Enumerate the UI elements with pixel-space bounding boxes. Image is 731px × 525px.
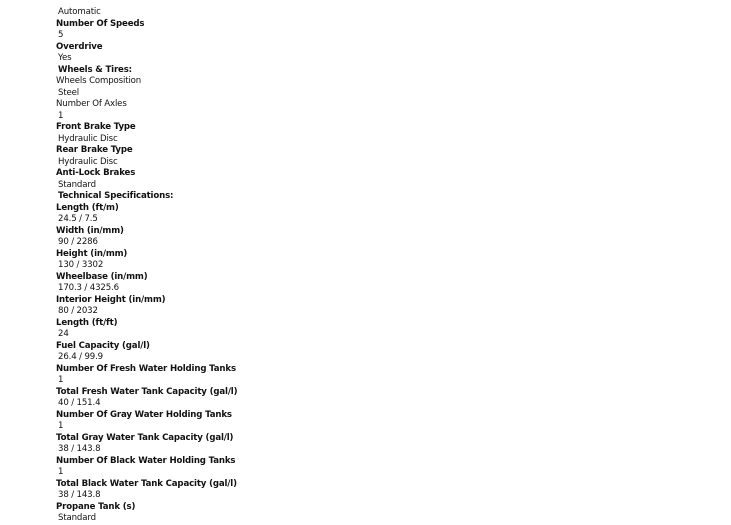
spec-label: Width (in/mm)	[56, 225, 124, 236]
spec-label: Overdrive	[56, 41, 103, 52]
spec-label: Length (ft/m)	[56, 202, 119, 213]
spec-value: Yes	[58, 53, 72, 63]
spec-label: Wheelbase (in/mm)	[56, 271, 148, 282]
spec-value: 1	[58, 421, 64, 431]
spec-value: 80 / 2032	[58, 306, 98, 316]
spec-value: Steel	[58, 87, 80, 98]
spec-value: Standard	[58, 179, 96, 190]
spec-value: 5	[58, 30, 64, 40]
section-heading: Wheels & Tires:	[58, 64, 132, 75]
spec-label-plain: Number Of Axles	[56, 99, 127, 109]
spec-label: Fuel Capacity (gal/l)	[56, 340, 150, 351]
spec-list	[56, 7, 237, 525]
spec-value: 1	[58, 375, 64, 385]
spec-value: 24.5 / 7.5	[58, 214, 98, 224]
spec-label: Number Of Speeds	[56, 18, 145, 29]
spec-label: Anti-Lock Brakes	[56, 168, 136, 178]
spec-label: Number Of Fresh Water Holding Tanks	[56, 363, 236, 374]
spec-label: Height (in/mm)	[56, 248, 128, 259]
spec-value: 1	[58, 110, 64, 121]
spec-label-plain: Wheels Composition	[56, 76, 142, 86]
spec-value: 130 / 3302	[58, 260, 104, 270]
spec-value: Hydraulic Disc	[58, 156, 118, 167]
spec-value: Automatic	[58, 7, 101, 17]
spec-label: Total Fresh Water Tank Capacity (gal/l)	[56, 386, 238, 397]
spec-label: Propane Tank (s)	[56, 501, 136, 512]
section-heading: Technical Specifications:	[58, 191, 174, 201]
spec-label: Total Black Water Tank Capacity (gal/l)	[56, 478, 237, 489]
spec-label: Length (ft/ft)	[56, 317, 118, 328]
spec-value: 38 / 143.8	[58, 444, 101, 454]
spec-value: Standard	[58, 513, 96, 523]
spec-value: 26.4 / 99.9	[58, 352, 103, 362]
spec-label: Front Brake Type	[56, 122, 136, 132]
spec-label: Number Of Black Water Holding Tanks	[56, 455, 236, 466]
spec-label: Interior Height (in/mm)	[56, 294, 166, 305]
spec-value: 1	[58, 467, 64, 477]
spec-value: 38 / 143.8	[58, 490, 101, 500]
spec-label: Total Gray Water Tank Capacity (gal/l)	[56, 432, 234, 443]
spec-value: 170.3 / 4325.6	[58, 283, 119, 293]
spec-value: 90 / 2286	[58, 237, 98, 247]
spec-value: Hydraulic Disc	[58, 133, 118, 144]
spec-value: 24	[58, 329, 69, 339]
spec-label: Rear Brake Type	[56, 145, 133, 155]
spec-label: Number Of Gray Water Holding Tanks	[56, 409, 232, 420]
spec-value: 40 / 151.4	[58, 398, 101, 408]
